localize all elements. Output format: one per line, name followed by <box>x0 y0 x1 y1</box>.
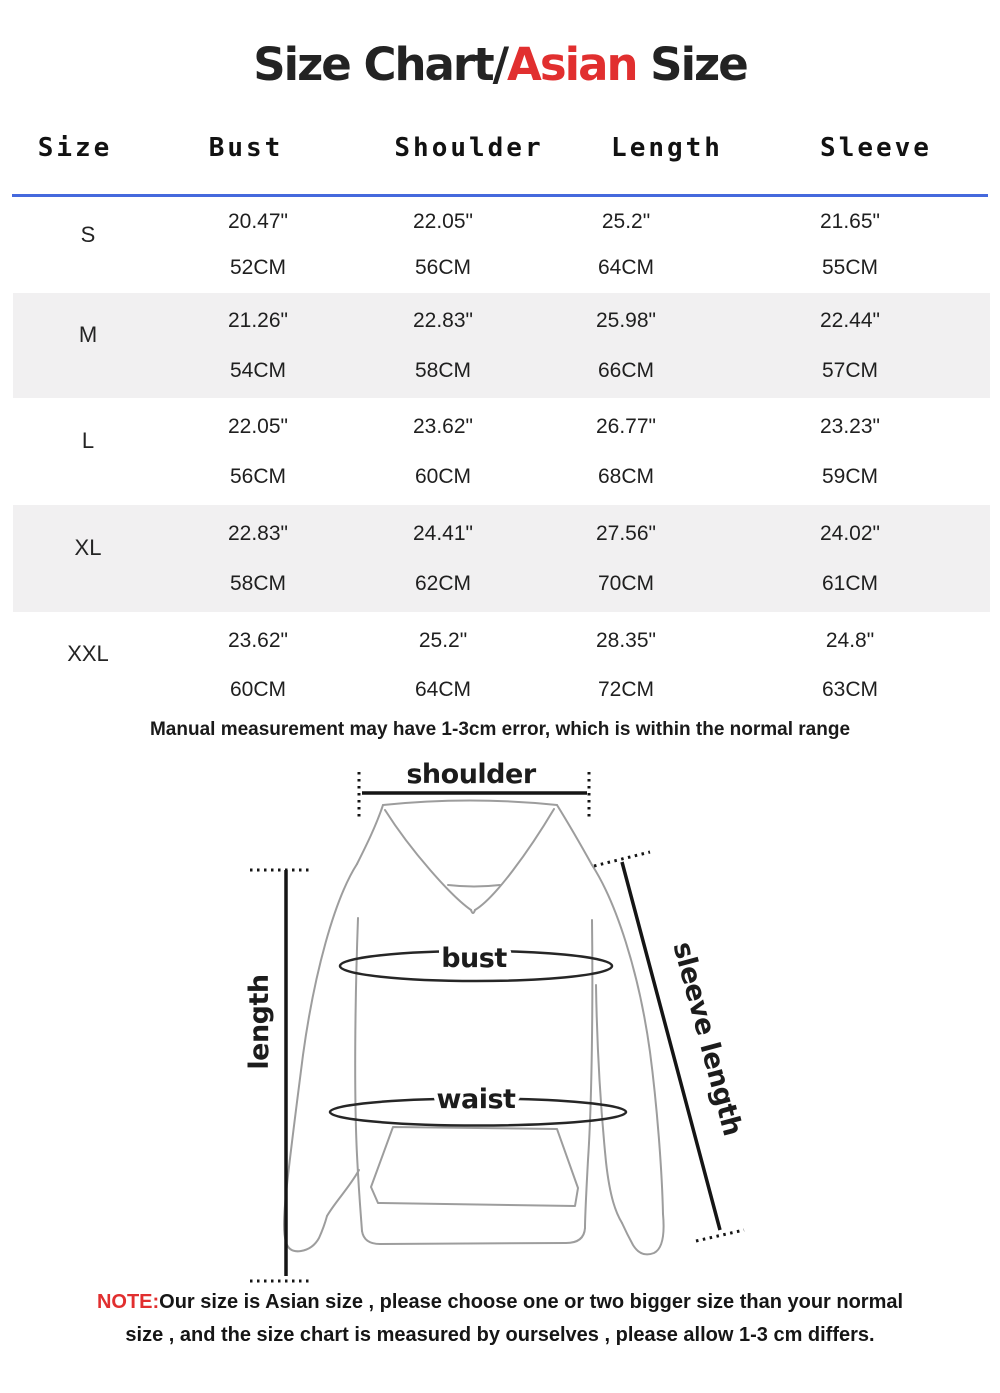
table-row-xl <box>0 505 1000 612</box>
sleeve-inches: 22.44" <box>819 309 881 333</box>
shoulder-inches: 25.2" <box>418 628 468 652</box>
sleeve-cm: 59CM <box>821 465 879 489</box>
table-row-s <box>0 196 1000 293</box>
measurement-tolerance-note: Manual measurement may have 1-3cm error, which is within the normal range <box>149 719 851 740</box>
hood-left-edge <box>357 805 383 864</box>
hood-vneck-tip <box>471 910 475 913</box>
size-label: L <box>81 427 95 453</box>
note-text-2: size , and the size chart is measured by ourselves , please allow 1-3 cm differs. <box>125 1324 875 1346</box>
bust-label: bust <box>441 943 507 974</box>
sleeve-length-label: sleeve length <box>666 938 748 1139</box>
bust-cm: 60CM <box>229 678 287 702</box>
hood-right-edge <box>557 805 592 865</box>
right-sleeve-outer <box>592 865 663 1214</box>
sleeve-cm: 61CM <box>821 572 879 596</box>
collar-seam <box>448 885 500 887</box>
title-highlight-asian: Asian <box>507 38 637 91</box>
bust-cm: 56CM <box>229 465 287 489</box>
shoulder-inches: 23.62" <box>412 414 474 438</box>
bust-inches: 21.26" <box>227 309 289 333</box>
page-title <box>0 38 1000 91</box>
hood-vneck-right <box>475 809 554 910</box>
length-cm: 70CM <box>597 572 655 596</box>
size-label: XL <box>74 534 102 560</box>
length-label: length <box>244 974 275 1070</box>
size-label: S <box>80 221 96 247</box>
body-right-seam <box>585 920 592 1228</box>
column-header-length: Length <box>611 133 723 163</box>
column-header-bust: Bust <box>208 133 284 163</box>
kangaroo-pocket <box>371 1127 578 1206</box>
left-sleeve-outer <box>284 864 357 1242</box>
table-row-m <box>0 293 1000 398</box>
sleeve-cm: 55CM <box>821 255 879 279</box>
title-part-1: Size Chart/ <box>253 38 508 91</box>
bust-inches: 23.62" <box>227 628 289 652</box>
sleeve-inches: 21.65" <box>819 210 881 234</box>
body-left-seam <box>355 918 362 1231</box>
length-cm: 66CM <box>597 358 655 382</box>
bust-inches: 22.83" <box>227 521 289 545</box>
hood-top-edge <box>383 801 557 806</box>
shoulder-cm: 64CM <box>414 678 472 702</box>
length-inches: 27.56" <box>595 521 657 545</box>
bust-inches: 20.47" <box>227 210 289 234</box>
length-inches: 25.2" <box>601 210 651 234</box>
note-prefix: NOTE: <box>96 1291 160 1313</box>
left-cuff <box>286 1216 327 1251</box>
length-inches: 26.77" <box>595 414 657 438</box>
bust-cm: 54CM <box>229 358 287 382</box>
length-cm: 64CM <box>597 255 655 279</box>
diagram-labels <box>244 759 748 1139</box>
bust-cm: 58CM <box>229 572 287 596</box>
table-row-xxl <box>0 612 1000 718</box>
right-cuff <box>622 1214 664 1254</box>
shoulder-cm: 58CM <box>414 358 472 382</box>
hood-vneck-left <box>385 810 471 910</box>
shoulder-cm: 56CM <box>414 255 472 279</box>
sizing-note-line-1 <box>0 1286 1000 1319</box>
size-label: XXL <box>67 641 109 667</box>
bust-cm: 52CM <box>229 255 287 279</box>
hoodie-measurement-diagram <box>230 750 770 1290</box>
length-inches: 28.35" <box>595 628 657 652</box>
sleeve-inches: 23.23" <box>819 414 881 438</box>
sizing-note <box>0 1286 1000 1352</box>
column-header-shoulder: Shoulder <box>394 133 544 163</box>
length-cm: 68CM <box>597 465 655 489</box>
note-text-1: Our size is Asian size , please choose one or two bigger size than your normal <box>159 1291 904 1313</box>
length-inches: 25.98" <box>595 309 657 333</box>
shoulder-inches: 24.41" <box>412 521 474 545</box>
sleeve-cm: 63CM <box>821 678 879 702</box>
body-hem <box>362 1228 585 1244</box>
column-header-sleeve: Sleeve <box>820 133 932 163</box>
shoulder-cm: 62CM <box>414 572 472 596</box>
sleeve-inches: 24.02" <box>819 521 881 545</box>
hoodie-outline <box>284 801 664 1255</box>
size-label: M <box>78 322 98 347</box>
shoulder-label: shoulder <box>406 759 536 790</box>
table-row-l <box>0 398 1000 505</box>
sizing-note-line-2 <box>0 1319 1000 1352</box>
sleeve-tick-bottom <box>696 1230 744 1241</box>
sleeve-cm: 57CM <box>821 358 879 382</box>
waist-label: waist <box>436 1084 516 1115</box>
left-sleeve-inner <box>327 1170 359 1216</box>
shoulder-inches: 22.83" <box>412 309 474 333</box>
shoulder-inches: 22.05" <box>412 210 474 234</box>
bust-inches: 22.05" <box>227 414 289 438</box>
length-cm: 72CM <box>597 678 655 702</box>
title-part-2: Size <box>636 38 747 91</box>
sleeve-inches: 24.8" <box>825 628 875 652</box>
column-header-size: Size <box>37 133 113 163</box>
shoulder-cm: 60CM <box>414 465 472 489</box>
